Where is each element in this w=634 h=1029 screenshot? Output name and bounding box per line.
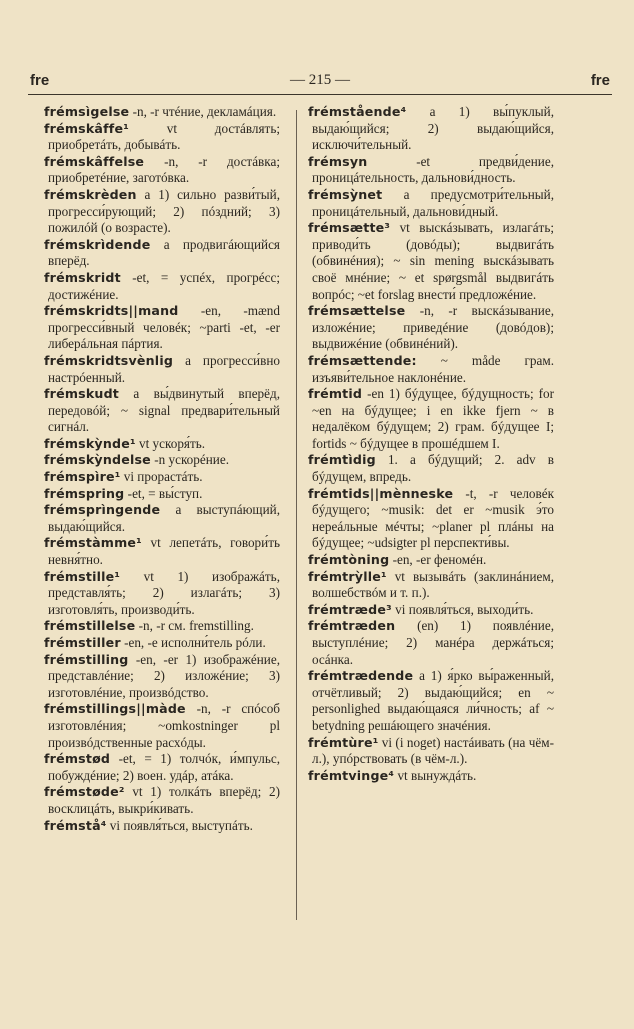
entry-definition: -en 1) бýдущее, бýдущность; for ~en на бýдущее; i en ikke fjern ~ в недалёком бýдущем; 2) грам. бýдущее I; fortids ~ бýдущее в прошéдшем I. [312,386,554,451]
entry-definition: -en, -er 1) изображéние, представлéние; 2) изложéние; 3) изготовлéние, произвóдство. [48,651,280,700]
column-divider [296,110,297,920]
dictionary-entry [308,186,554,220]
dictionary-entry [308,552,554,569]
dictionary-entry [44,452,280,469]
dictionary-entry [44,485,280,503]
entry-headword: frémspring [44,485,125,501]
dictionary-entry [44,701,280,751]
entry-definition: vi (i noget) настáивать (на чём-л.), упóрствовать (в чём-л.). [312,734,554,767]
entry-definition: -n ускорéние. [150,452,229,468]
dictionary-entry [308,352,554,386]
entry-definition: a выступáющий, выдаю́щийся. [48,502,280,534]
entry-definition: -en, -e исполни́тель рóли. [120,635,266,650]
entry-definition: vt ускоря́ть. [135,435,206,451]
left-column [44,104,280,834]
entry-definition: vt 1) толкáть вперёд; 2) восклицáть, выкри́кивать. [48,784,280,816]
entry-headword: frémstillelse [44,618,136,634]
dictionary-entry [44,386,280,436]
entry-headword: frémskỳnde¹ [44,435,136,451]
entry-headword: frémtid [308,386,363,402]
entry-definition: vt вызывáть (заклинáнием, волшебствóм и т. п.). [312,568,554,601]
entry-headword: frémskridtsvènlig [44,352,174,368]
entry-headword: frémtids||mènneske [308,485,454,501]
entry-definition: vt вынуждáть. [394,767,477,783]
dictionary-entry [44,469,280,486]
entry-headword: frémspìre¹ [44,469,121,485]
dictionary-entry [44,535,280,568]
dictionary-entry [44,269,280,303]
entry-definition: -n, -r достáвка; приобретéние, заготóвка. [48,153,280,186]
entry-definition: a предусмотри́тельный, проницáтельный, дальнови́дный. [312,186,554,219]
dictionary-entry [308,386,554,452]
dictionary-entry [44,618,280,635]
entry-headword: frémsættelse [308,303,406,319]
entry-definition: -en, -mænd прогресси́вный человéк; ~parti -et, -er либерáльная пáртия. [48,303,280,352]
entry-headword: frémstå⁴ [44,817,107,833]
entry-headword: frémstilling [44,651,129,667]
entry-headword: frémskrìdende [44,236,151,252]
entry-headword: frémsyn [308,153,368,169]
dictionary-entry [308,452,554,485]
dictionary-entry [44,236,280,270]
dictionary-entry [308,485,554,552]
entry-definition: -en, -er феномéн. [389,552,487,568]
entry-headword: frémskâffe¹ [44,120,129,136]
entry-headword: frémsỳnet [308,186,383,202]
dictionary-entry [44,186,280,237]
entry-definition: -n, -r выскáзывание, изложéние; приведéние (довóдов); выдвижéние (обвинéний). [312,303,554,352]
dictionary-entry [44,120,280,154]
entry-definition: -et предви́дение, проницáтельность, дальнови́дность. [312,153,554,186]
entry-headword: frémstående⁴ [308,104,407,119]
entry-headword: frémstille¹ [44,568,121,584]
entry-headword: frémskridt [44,269,121,285]
entry-headword: frémstàmme¹ [44,535,142,551]
entry-definition: a вы́двинутый вперёд, передовóй; ~ signal предвари́тельный сигнáл. [48,386,280,435]
dictionary-entry [308,568,554,602]
dictionary-entry [44,784,280,817]
left-guide-word: fre [30,72,50,89]
entry-definition: vt выскáзывать, излагáть; приводи́ть (довóды); выдвигáть (обвинéния); ~ sin mening выскáзывать своё мнéние; ~ et spørgsmål выдвигáть вопрóс; ~et forslag внести́ предложéние. [312,220,554,302]
entry-definition: vt 1) изображáть, представля́ть; 2) излагáть; 3) изготовля́ть, производи́ть. [48,568,280,617]
dictionary-entry [44,502,280,535]
entry-headword: frémskỳndelse [44,452,151,468]
dictionary-entry [44,751,280,784]
entry-definition: a продвигáющийся вперёд. [48,236,280,269]
entry-headword: frémtrỳlle¹ [308,568,387,584]
entry-definition: ~ måde грам. изъяви́тельное наклонéние. [312,352,554,385]
entry-headword: frémsætte³ [308,220,391,236]
right-column [308,104,554,784]
entry-definition: a 1) сильно разви́тый, прогресси́рующий; 2) пóздний; 3) пожилóй (о возрасте). [48,186,280,236]
right-guide-word: fre [590,72,610,89]
dictionary-entry [308,303,554,353]
entry-headword: frémtrædende [308,668,414,684]
entry-definition: -n, -r см. fremstilling. [135,618,254,634]
dictionary-entry [44,303,280,353]
entry-definition: vi прорастáть. [120,469,203,485]
entry-headword: frémskrèden [44,186,137,202]
entry-headword: frémsìgelse [44,104,130,119]
entry-definition: a прогресси́вно настрóенный. [48,352,280,385]
dictionary-entry [308,601,554,619]
entry-definition: vt лепетáть, говори́ть невня́тно. [48,535,280,568]
entry-headword: frémskridts||mand [44,303,179,319]
entry-headword: frémstøde² [44,784,125,800]
dictionary-entry [308,767,554,785]
dictionary-entry [308,618,554,668]
entry-headword: frémtòning [308,552,390,568]
dictionary-entry [308,220,554,303]
entry-headword: frémtræde³ [308,601,392,617]
entry-headword: frémtùre¹ [308,734,379,750]
entry-definition: -t, -r человéк бýдущего; ~musik: det er ~musik э́то нереáльные мéчты; ~planer pl плáны на бýдущее; ~udsigter pl перспекти́вы. [312,485,554,551]
dictionary-entry [44,568,280,619]
dictionary-entry [308,153,554,187]
entry-definition: -n, -r спóсоб изготовлéния; ~omkostninger pl произвóдственные расхóды. [48,701,280,750]
entry-headword: frémsprìngende [44,502,161,518]
page-number: — 215 — [290,72,350,88]
entry-headword: frémsættende: [308,352,417,368]
entry-headword: frémskudt [44,386,120,402]
dictionary-entry [44,352,280,386]
dictionary-entry [44,651,280,702]
entry-headword: frémstillings||màde [44,701,186,717]
entry-headword: frémtræden [308,618,396,634]
entry-headword: frémstød [44,751,111,767]
dictionary-entry [308,104,554,154]
entry-definition: -et, = вы́ступ. [124,485,203,501]
entry-headword: frémtvinge⁴ [308,767,395,783]
entry-definition: a 1) вы́пуклый, выдаю́щийся; 2) выдаю́щийся, исключи́тельный. [312,104,554,153]
dictionary-entry [44,817,280,835]
dictionary-entry [44,635,280,652]
page-header [28,70,612,96]
dictionary-entry [308,734,554,768]
entry-definition: a 1) я́рко вы́раженный, отчётливый; 2) выдаю́щийся; en ~ personlighed выдаю́щаяся ли́чность; af ~ betydning решáющего значéния. [312,668,554,733]
entry-definition: -et, = успéх, прогрéсс; достижéние. [48,269,280,302]
entry-definition: -n, -r чтéние, декламáция. [129,104,277,119]
entry-definition: (en) 1) появлéние, выступлéние; 2) манéра держáться; осáнка. [312,618,554,667]
entry-definition: 1. a бýдущий; 2. adv в бýдущем, впредь. [312,452,554,485]
header-rule [28,94,612,95]
dictionary-entry [44,104,280,121]
dictionary-entry [44,435,280,453]
entry-definition: vt достáвлять; приобретáть, добывáть. [48,120,280,153]
entry-headword: frémskâffelse [44,153,145,169]
entry-definition: vi появля́ться, выступáть. [106,817,253,833]
entry-headword: frémstiller [44,635,121,650]
dictionary-entry [44,153,280,187]
dictionary-entry [308,668,554,734]
entry-definition: vi появля́ться, выходи́ть. [391,601,534,617]
entry-headword: frémtìdig [308,452,376,468]
entry-definition: -et, = 1) толчóк, и́мпульс, побуждéние; 2) воен. удáр, атáка. [48,751,280,783]
